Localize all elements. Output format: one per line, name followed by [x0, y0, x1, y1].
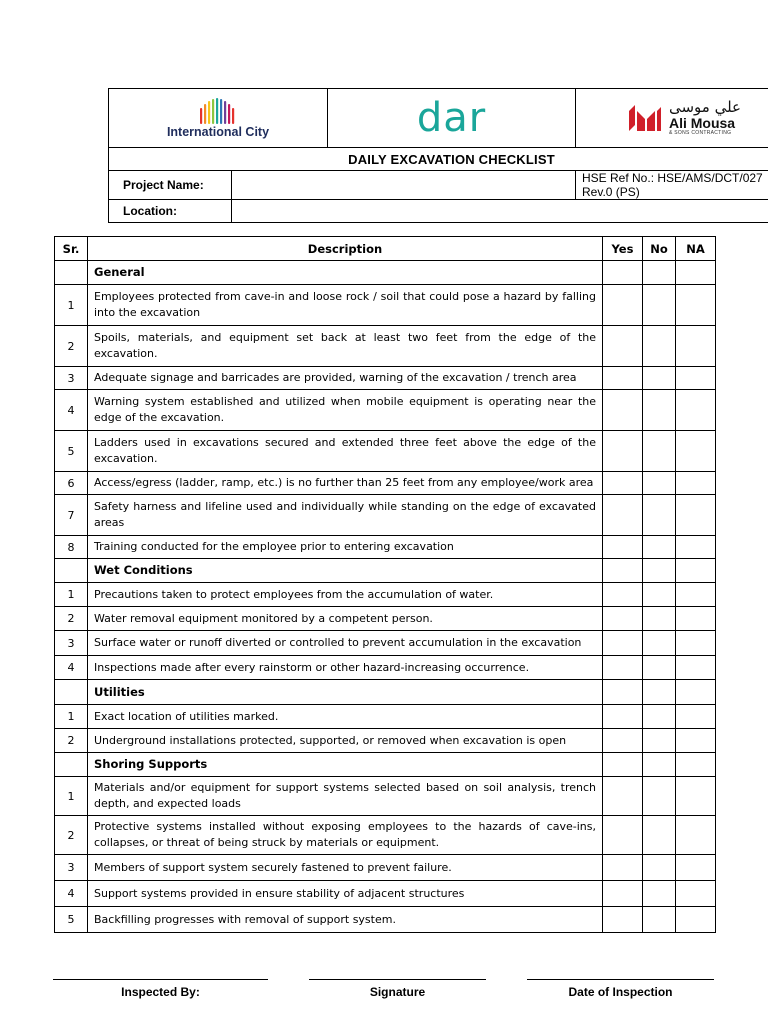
row-sr-number: 8: [55, 536, 88, 559]
checklist-row: [55, 777, 716, 816]
row-sr-number: 5: [55, 907, 88, 933]
check-cell-no[interactable]: [643, 656, 676, 680]
check-cell-na[interactable]: [676, 285, 716, 326]
row-sr-number: [55, 680, 88, 705]
row-sr-number: 4: [55, 390, 88, 431]
row-description: Adequate signage and barricades are provided, warning of the excavation / trench area: [88, 367, 603, 390]
check-cell-na[interactable]: [676, 816, 716, 855]
check-cell-na[interactable]: [676, 607, 716, 631]
section-title: Shoring Supports: [88, 753, 603, 777]
international-city-logo: [167, 98, 269, 139]
checklist-row: [55, 390, 716, 431]
row-sr-number: [55, 753, 88, 777]
ali-mousa-logo: [629, 100, 741, 136]
checklist-row: [55, 631, 716, 656]
row-sr-number: [55, 261, 88, 285]
row-description: Water removal equipment monitored by a competent person.: [88, 607, 603, 631]
checklist-row: [55, 326, 716, 367]
row-description: Surface water or runoff diverted or controlled to prevent accumulation in the excavation: [88, 631, 603, 656]
check-cell-yes: [603, 680, 643, 705]
check-cell-no[interactable]: [643, 631, 676, 656]
check-cell-no[interactable]: [643, 607, 676, 631]
checklist-row: [55, 855, 716, 881]
row-sr-number: 3: [55, 631, 88, 656]
section-row: [55, 753, 716, 777]
page-title: DAILY EXCAVATION CHECKLIST: [109, 148, 768, 171]
check-cell-no[interactable]: [643, 583, 676, 607]
check-cell-na[interactable]: [676, 907, 716, 933]
check-cell-na: [676, 753, 716, 777]
colored-stripes-icon: [198, 98, 238, 124]
ali-mousa-emblem-icon: [629, 105, 661, 131]
check-cell-yes[interactable]: [603, 907, 643, 933]
row-sr-number: [55, 559, 88, 583]
row-description: Precautions taken to protect employees from the accumulation of water.: [88, 583, 603, 607]
checklist-row: [55, 607, 716, 631]
row-description: Warning system established and utilized when mobile equipment is operating near the edge of the excavation.: [88, 390, 603, 431]
row-sr-number: 6: [55, 472, 88, 495]
check-cell-yes[interactable]: [603, 855, 643, 881]
check-cell-na[interactable]: [676, 472, 716, 495]
row-description: Employees protected from cave-in and loose rock / soil that could pose a hazard by falling into the excavation: [88, 285, 603, 326]
check-cell-yes[interactable]: [603, 631, 643, 656]
project-name-field[interactable]: [232, 171, 576, 200]
checklist-row: [55, 536, 716, 559]
row-description: Safety harness and lifeline used and individually while standing on the edge of excavated areas: [88, 495, 603, 536]
checklist-row: [55, 472, 716, 495]
row-description: Materials and/or equipment for support systems selected based on soil analysis, trench depth, and expected loads: [88, 777, 603, 816]
check-cell-yes: [603, 559, 643, 583]
check-cell-no[interactable]: [643, 431, 676, 472]
row-sr-number: 2: [55, 729, 88, 753]
row-sr-number: 4: [55, 656, 88, 680]
checklist-table: [54, 236, 716, 933]
header-no: No: [643, 237, 676, 261]
checklist-row: [55, 495, 716, 536]
check-cell-yes[interactable]: [603, 367, 643, 390]
check-cell-na[interactable]: [676, 583, 716, 607]
checklist-row: [55, 881, 716, 907]
international-city-logo-text: International City: [166, 124, 270, 139]
row-sr-number: 4: [55, 881, 88, 907]
check-cell-yes: [603, 753, 643, 777]
check-cell-na[interactable]: [676, 390, 716, 431]
row-sr-number: 3: [55, 367, 88, 390]
row-description: Protective systems installed without exposing employees to the hazards of cave-ins, collapses, or threat of being struck by materials or equipment.: [88, 816, 603, 855]
row-description: Spoils, materials, and equipment set back at least two feet from the edge of the excavation.: [88, 326, 603, 367]
check-cell-na[interactable]: [676, 536, 716, 559]
check-cell-na[interactable]: [676, 631, 716, 656]
section-row: [55, 261, 716, 285]
row-description: Underground installations protected, supported, or removed when excavation is open: [88, 729, 603, 753]
check-cell-na[interactable]: [676, 881, 716, 907]
row-description: Support systems provided in ensure stability of adjacent structures: [88, 881, 603, 907]
ali-mousa-logo-cell: [576, 89, 768, 148]
checklist-row: [55, 907, 716, 933]
row-description: Backfilling progresses with removal of support system.: [88, 907, 603, 933]
check-cell-na: [676, 559, 716, 583]
check-cell-no[interactable]: [643, 536, 676, 559]
row-description: Inspections made after every rainstorm or other hazard-increasing occurrence.: [88, 656, 603, 680]
checklist-row: [55, 816, 716, 855]
check-cell-na[interactable]: [676, 729, 716, 753]
check-cell-yes[interactable]: [603, 656, 643, 680]
check-cell-yes[interactable]: [603, 472, 643, 495]
check-cell-yes[interactable]: [603, 583, 643, 607]
hse-ref-number: HSE Ref No.: HSE/AMS/DCT/027 Rev.0 (PS): [576, 171, 768, 200]
section-row: [55, 559, 716, 583]
check-cell-yes[interactable]: [603, 431, 643, 472]
row-sr-number: 1: [55, 285, 88, 326]
checklist-row: [55, 705, 716, 729]
check-cell-no[interactable]: [643, 881, 676, 907]
check-cell-na[interactable]: [676, 367, 716, 390]
check-cell-no[interactable]: [643, 285, 676, 326]
check-cell-yes[interactable]: [603, 777, 643, 816]
header-sr: Sr.: [55, 237, 88, 261]
checklist-row: [55, 583, 716, 607]
check-cell-yes[interactable]: [603, 285, 643, 326]
check-cell-na[interactable]: [676, 431, 716, 472]
row-sr-number: 7: [55, 495, 88, 536]
row-description: Access/egress (ladder, ramp, etc.) is no further than 25 feet from any employee/work area: [88, 472, 603, 495]
checklist-row: [55, 285, 716, 326]
date-of-inspection-line[interactable]: [527, 979, 714, 980]
check-cell-no: [643, 680, 676, 705]
logo-row: [109, 89, 768, 148]
check-cell-na[interactable]: [676, 855, 716, 881]
check-cell-no[interactable]: [643, 855, 676, 881]
check-cell-yes[interactable]: [603, 326, 643, 367]
checklist-row: [55, 729, 716, 753]
check-cell-no[interactable]: [643, 326, 676, 367]
dar-logo-cell: [328, 89, 576, 148]
check-cell-yes[interactable]: [603, 705, 643, 729]
row-description: Ladders used in excavations secured and extended three feet above the edge of the excavation.: [88, 431, 603, 472]
checklist-body: [55, 261, 716, 933]
check-cell-no[interactable]: [643, 777, 676, 816]
check-cell-yes[interactable]: [603, 390, 643, 431]
row-description: Members of support system securely fastened to prevent failure.: [88, 855, 603, 881]
check-cell-no[interactable]: [643, 367, 676, 390]
row-description: Training conducted for the employee prior to entering excavation: [88, 536, 603, 559]
row-sr-number: 2: [55, 607, 88, 631]
row-description: Exact location of utilities marked.: [88, 705, 603, 729]
international-city-logo-cell: [109, 89, 328, 148]
check-cell-no[interactable]: [643, 907, 676, 933]
check-cell-na: [676, 680, 716, 705]
row-sr-number: 3: [55, 855, 88, 881]
check-cell-na[interactable]: [676, 777, 716, 816]
section-title: Utilities: [88, 680, 603, 705]
header-na: NA: [676, 237, 716, 261]
check-cell-na: [676, 261, 716, 285]
row-sr-number: 1: [55, 705, 88, 729]
row-sr-number: 2: [55, 326, 88, 367]
inspected-by-label: Inspected By:: [121, 985, 200, 999]
ali-mousa-english-text: Ali Mousa: [668, 114, 736, 131]
row-sr-number: 1: [55, 583, 88, 607]
checklist-row: [55, 656, 716, 680]
signature-line[interactable]: [309, 979, 486, 980]
check-cell-yes[interactable]: [603, 816, 643, 855]
checklist-row: [55, 367, 716, 390]
check-cell-yes[interactable]: [603, 536, 643, 559]
section-row: [55, 680, 716, 705]
inspected-by-line[interactable]: [53, 979, 268, 980]
signature-label: Signature: [369, 985, 426, 999]
date-of-inspection-label: Date of Inspection: [568, 985, 673, 999]
check-cell-yes[interactable]: [603, 729, 643, 753]
check-cell-no[interactable]: [643, 729, 676, 753]
ali-mousa-arabic-text: علي موسى: [668, 98, 742, 117]
check-cell-no[interactable]: [643, 495, 676, 536]
check-cell-na[interactable]: [676, 656, 716, 680]
check-cell-no[interactable]: [643, 705, 676, 729]
section-title: Wet Conditions: [88, 559, 603, 583]
check-cell-no[interactable]: [643, 472, 676, 495]
check-cell-no: [643, 753, 676, 777]
header-description: Description: [88, 237, 603, 261]
check-cell-yes[interactable]: [603, 607, 643, 631]
check-cell-na[interactable]: [676, 326, 716, 367]
check-cell-yes: [603, 261, 643, 285]
checklist-row: [55, 431, 716, 472]
row-sr-number: 1: [55, 777, 88, 816]
location-field[interactable]: [232, 200, 768, 223]
check-cell-no: [643, 559, 676, 583]
check-cell-yes[interactable]: [603, 881, 643, 907]
check-cell-no[interactable]: [643, 390, 676, 431]
header-table: [108, 88, 768, 223]
checklist-header-row: [55, 237, 716, 261]
check-cell-yes[interactable]: [603, 495, 643, 536]
row-sr-number: 5: [55, 431, 88, 472]
check-cell-na[interactable]: [676, 705, 716, 729]
project-name-label: Project Name:: [109, 171, 232, 200]
row-sr-number: 2: [55, 816, 88, 855]
check-cell-no[interactable]: [643, 816, 676, 855]
header-yes: Yes: [603, 237, 643, 261]
section-title: General: [88, 261, 603, 285]
check-cell-na[interactable]: [676, 495, 716, 536]
dar-logo: dar: [416, 95, 487, 141]
ali-mousa-subtitle: & SONS CONTRACTING: [668, 129, 732, 136]
location-label: Location:: [109, 200, 232, 223]
check-cell-no: [643, 261, 676, 285]
